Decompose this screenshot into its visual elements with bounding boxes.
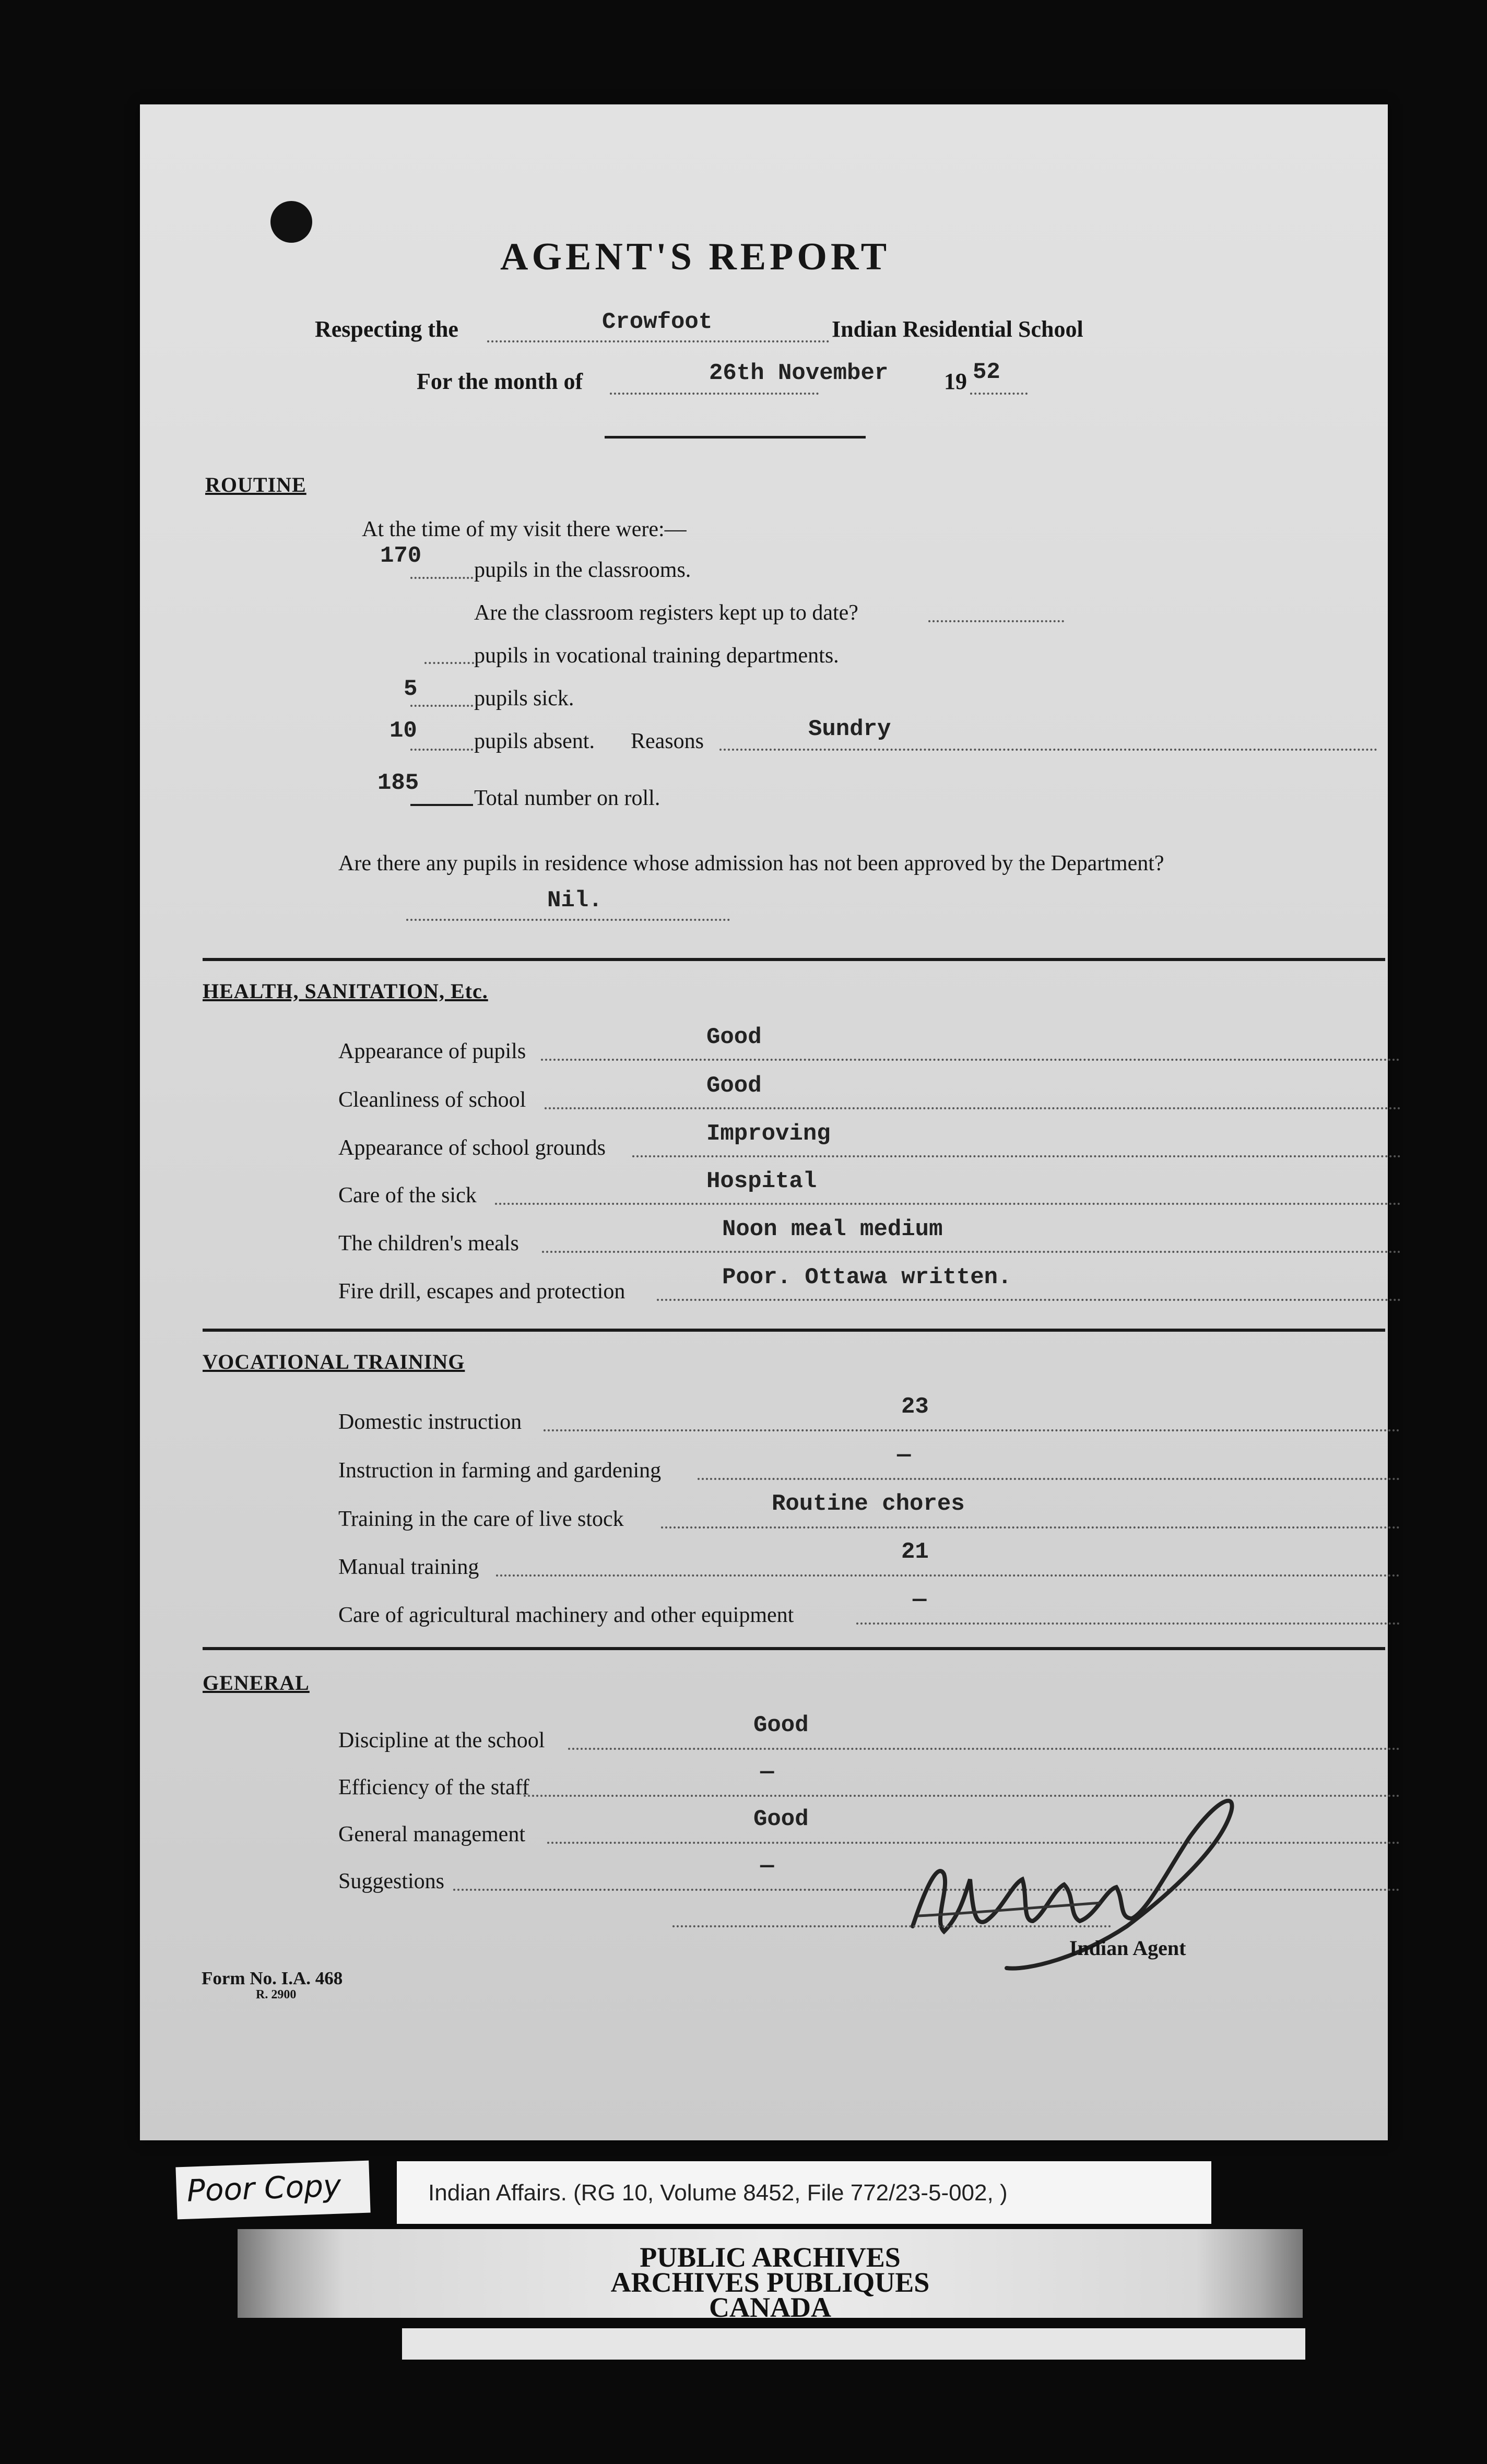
manual-label: Manual training bbox=[338, 1555, 479, 1579]
bottom-strip bbox=[402, 2328, 1305, 2360]
general-heading: GENERAL bbox=[203, 1671, 310, 1695]
admission-question: Are there any pupils in residence whose admission has not been approved by the Department? bbox=[338, 851, 1164, 875]
reference-card bbox=[397, 2161, 1211, 2224]
livestock-value: Routine chores bbox=[772, 1491, 965, 1517]
signature-title: Indian Agent bbox=[1069, 1936, 1186, 1960]
school-grounds-label: Appearance of school grounds bbox=[338, 1136, 606, 1160]
absent-label: pupils absent. bbox=[474, 729, 595, 753]
efficiency-value: — bbox=[760, 1759, 774, 1785]
archive-reference: Indian Affairs. (RG 10, Volume 8452, File 772/23-5-002, ) bbox=[428, 2180, 1008, 2206]
vocational-label: pupils in vocational training departments. bbox=[474, 644, 839, 668]
discipline-label: Discipline at the school bbox=[338, 1728, 545, 1752]
cleanliness-label: Cleanliness of school bbox=[338, 1088, 526, 1112]
year-value: 52 bbox=[973, 359, 1000, 385]
reasons-label: Reasons bbox=[631, 729, 704, 753]
efficiency-label: Efficiency of the staff bbox=[338, 1775, 529, 1799]
form-sub: R. 2900 bbox=[256, 1988, 297, 2001]
machinery-label: Care of agricultural machinery and other equipment bbox=[338, 1603, 794, 1627]
year-prefix: 19 bbox=[944, 369, 967, 394]
suggestions-label: Suggestions bbox=[338, 1869, 445, 1893]
meals-label: The children's meals bbox=[338, 1231, 519, 1255]
appearance-pupils-value: Good bbox=[706, 1024, 762, 1050]
suggestions-value: — bbox=[760, 1853, 774, 1879]
school-suffix: Indian Residential School bbox=[832, 316, 1083, 342]
management-label: General management bbox=[338, 1822, 525, 1846]
cleanliness-value: Good bbox=[706, 1073, 762, 1099]
school-name: Crowfoot bbox=[602, 309, 713, 335]
poor-copy-tag bbox=[175, 2161, 370, 2220]
farming-value: — bbox=[897, 1442, 911, 1468]
care-sick-label: Care of the sick bbox=[338, 1183, 477, 1207]
roll-label: Total number on roll. bbox=[474, 786, 660, 810]
domestic-value: 23 bbox=[901, 1394, 929, 1420]
registers-label: Are the classroom registers kept up to date? bbox=[474, 601, 858, 625]
discipline-value: Good bbox=[753, 1712, 809, 1738]
care-sick-value: Hospital bbox=[706, 1168, 817, 1194]
reasons-value: Sundry bbox=[808, 716, 891, 742]
machinery-value: — bbox=[913, 1587, 927, 1613]
domestic-label: Domestic instruction bbox=[338, 1410, 522, 1434]
school-grounds-value: Improving bbox=[706, 1121, 831, 1147]
manual-value: 21 bbox=[901, 1539, 929, 1565]
admission-answer: Nil. bbox=[547, 887, 603, 914]
stamp-line-2: ARCHIVES PUBLIQUES bbox=[610, 2267, 930, 2298]
vocational-heading: VOCATIONAL TRAINING bbox=[203, 1350, 465, 1373]
sick-label: pupils sick. bbox=[474, 686, 574, 710]
page-title: AGENT'S REPORT bbox=[500, 235, 891, 278]
classroom-label: pupils in the classrooms. bbox=[474, 558, 691, 582]
absent-count: 10 bbox=[390, 718, 417, 744]
classroom-count: 170 bbox=[380, 543, 422, 569]
livestock-label: Training in the care of live stock bbox=[338, 1507, 624, 1531]
meals-value: Noon meal medium bbox=[722, 1216, 943, 1242]
sick-count: 5 bbox=[404, 676, 418, 702]
roll-count: 185 bbox=[377, 770, 419, 796]
fire-drill-value: Poor. Ottawa written. bbox=[722, 1264, 1012, 1290]
management-value: Good bbox=[753, 1806, 809, 1832]
fire-drill-label: Fire drill, escapes and protection bbox=[338, 1280, 626, 1304]
health-heading: HEALTH, SANITATION, Etc. bbox=[203, 979, 488, 1003]
form-number: Form No. I.A. 468 bbox=[202, 1968, 343, 1988]
appearance-pupils-label: Appearance of pupils bbox=[338, 1039, 526, 1063]
poor-copy-note: Poor Copy bbox=[186, 2167, 342, 2209]
punch-hole bbox=[270, 201, 312, 243]
month-label: For the month of bbox=[417, 369, 583, 394]
report-page bbox=[140, 104, 1388, 2140]
routine-intro: At the time of my visit there were:— bbox=[362, 517, 687, 541]
stamp-line-1: PUBLIC ARCHIVES bbox=[640, 2242, 901, 2273]
month-value: 26th November bbox=[709, 360, 889, 386]
respecting-label: Respecting the bbox=[315, 316, 458, 342]
farming-label: Instruction in farming and gardening bbox=[338, 1459, 662, 1483]
routine-heading: ROUTINE bbox=[205, 473, 306, 496]
archives-stamp bbox=[238, 2229, 1303, 2323]
stamp-line-3: CANADA bbox=[709, 2292, 831, 2323]
